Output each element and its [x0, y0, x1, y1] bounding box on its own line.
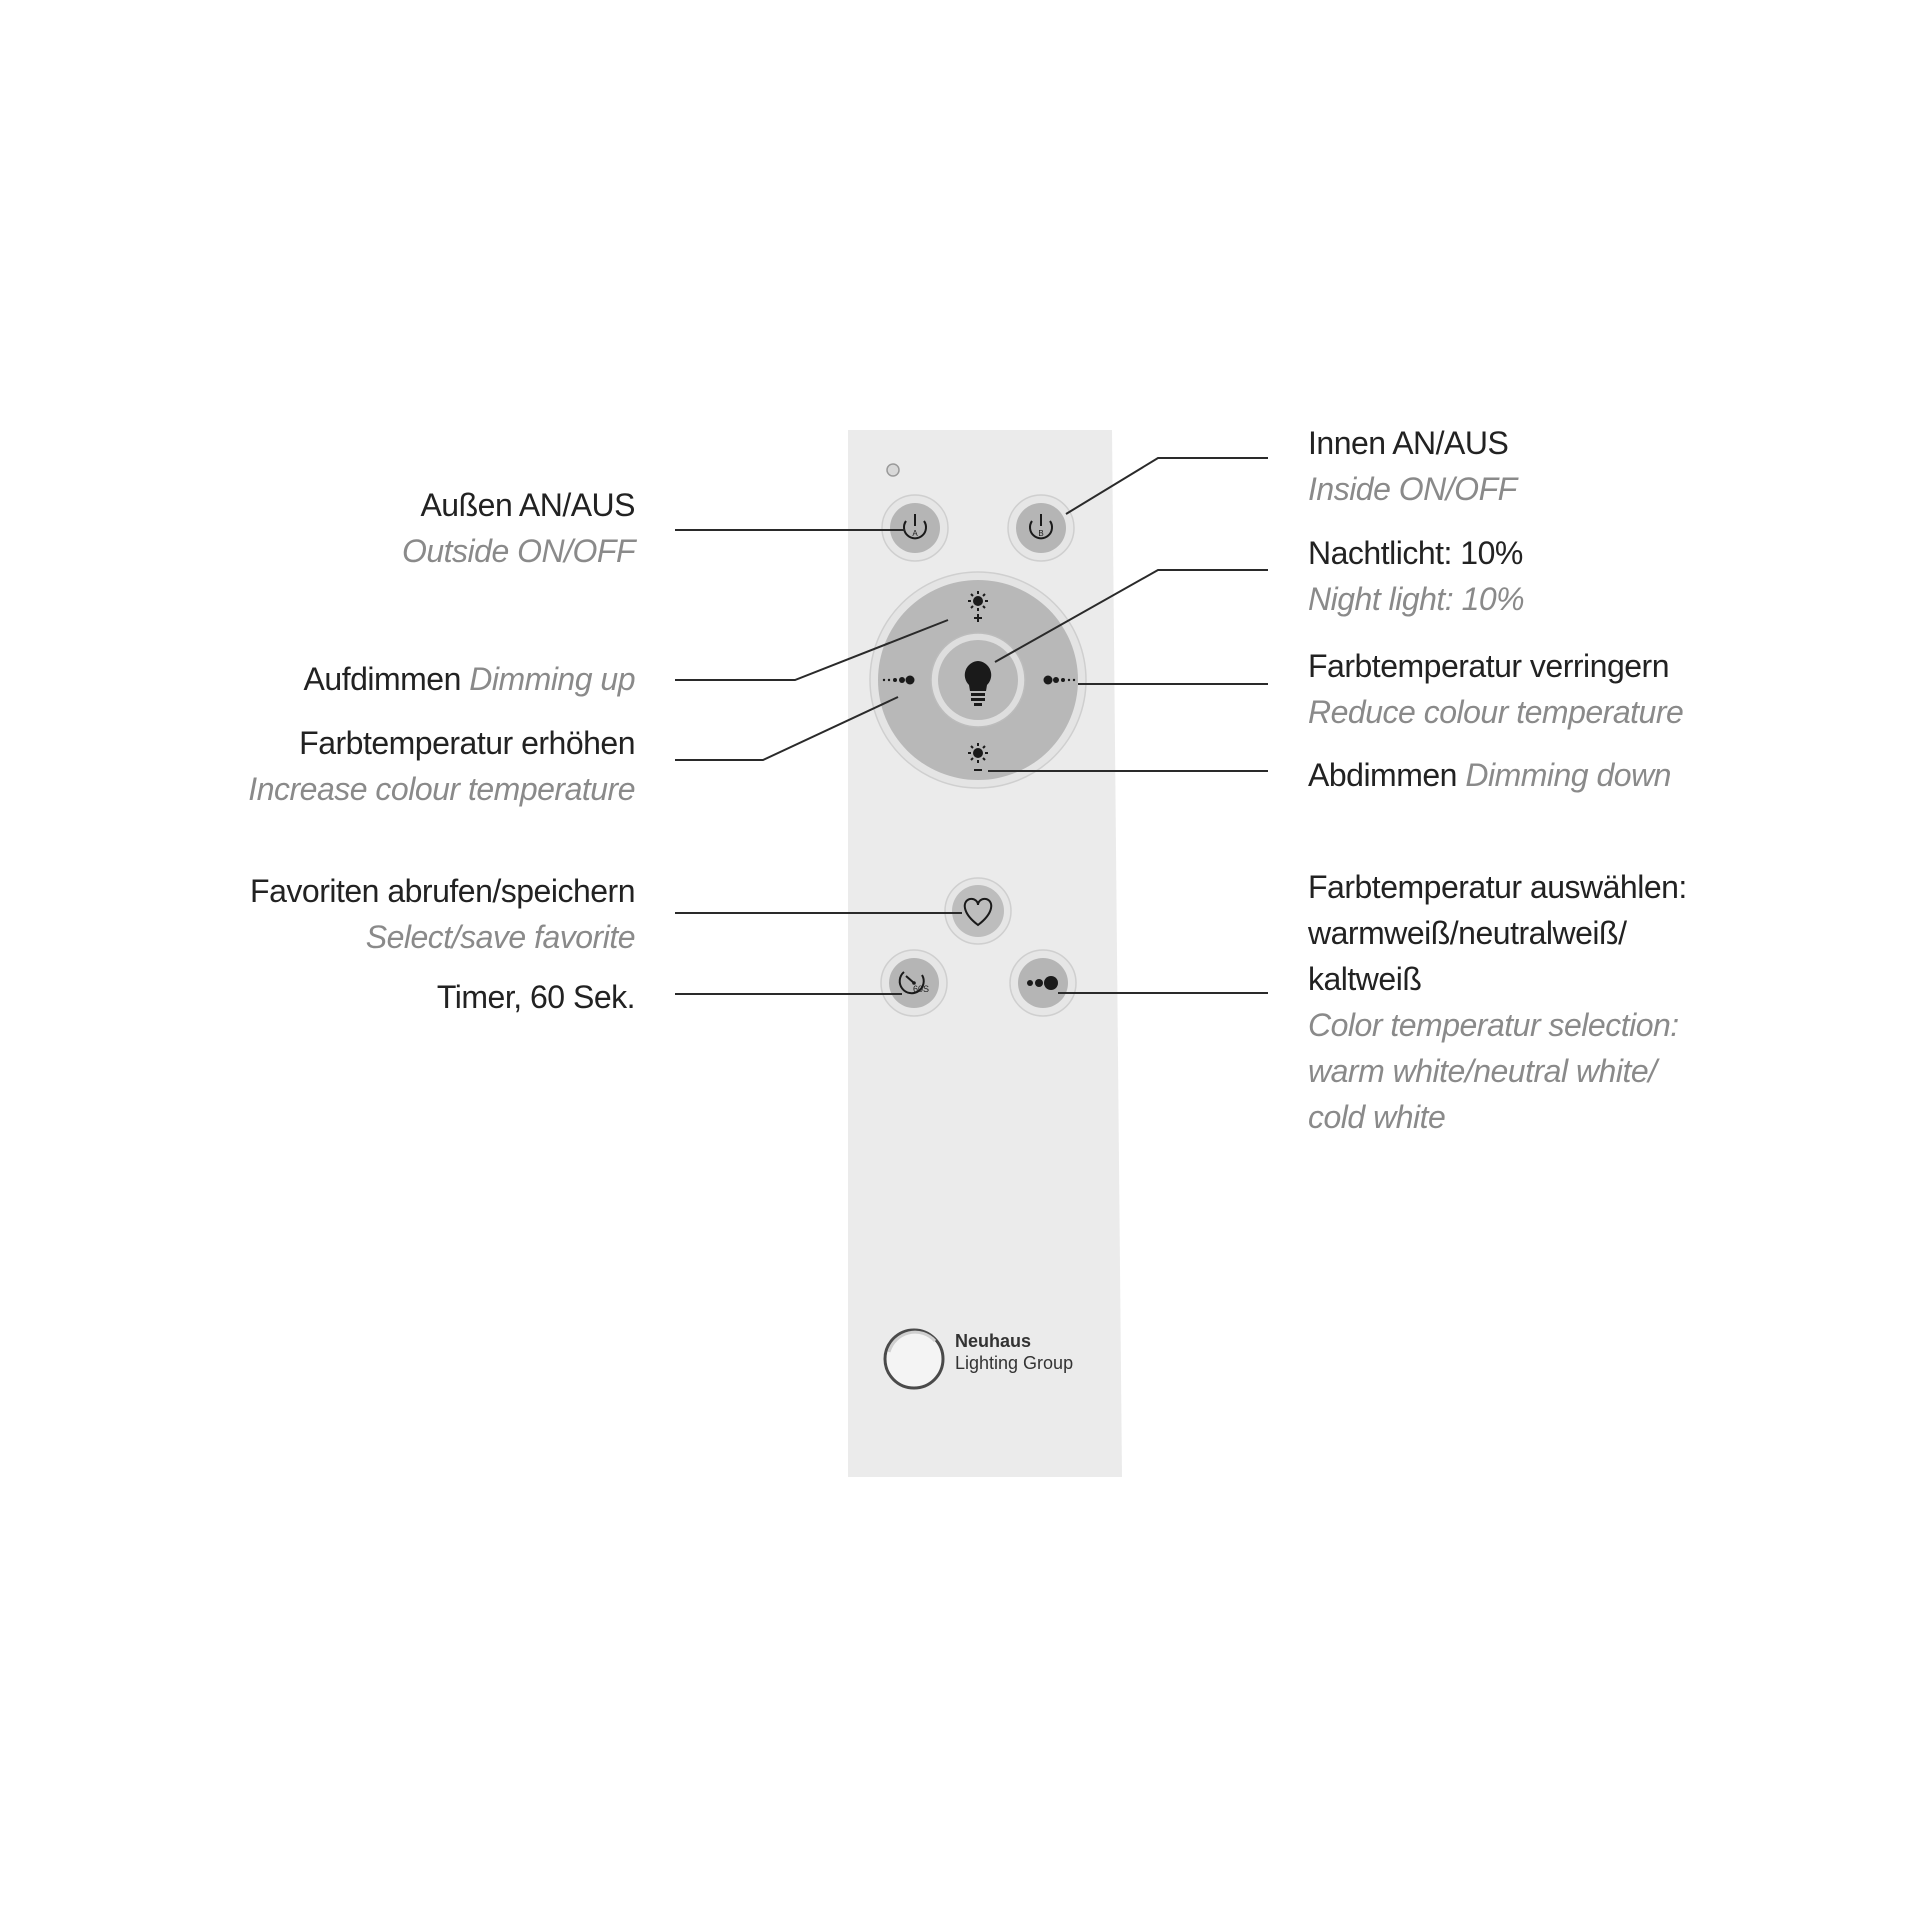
callout-aufdimmen — [304, 656, 635, 702]
brand-line2: Lighting Group — [955, 1353, 1074, 1373]
night-light-button[interactable] — [931, 633, 1025, 727]
callout-farbtemp-erhoehen — [248, 720, 635, 812]
power-a-button[interactable] — [882, 495, 948, 561]
callout-abdimmen-de: Abdimmen — [1308, 757, 1457, 793]
callout-timer — [437, 974, 635, 1020]
callout-favoriten — [250, 868, 635, 960]
timer-label: 60S — [912, 984, 930, 994]
button-a-label: A — [912, 529, 918, 538]
callout-innen — [1308, 420, 1517, 512]
callout-verringern-en: Reduce colour temperature — [1308, 694, 1684, 730]
callout-favoriten-en: Select/save favorite — [365, 919, 635, 955]
callout-aufdimmen-de: Aufdimmen — [303, 661, 461, 697]
brand-line1: Neuhaus — [955, 1331, 1032, 1351]
brand-name — [955, 1330, 1073, 1374]
callout-aufdimmen-en: Dimming up — [469, 661, 635, 697]
callout-nachtlicht-en: Night light: 10% — [1308, 581, 1525, 617]
callout-favoriten-de: Favoriten abrufen/speichern — [250, 873, 635, 909]
callout-innen-de: Innen AN/AUS — [1308, 425, 1509, 461]
callout-auswaehlen-en3: cold white — [1308, 1099, 1446, 1135]
callout-verringern-de: Farbtemperatur verringern — [1308, 648, 1669, 684]
callout-auswaehlen-de3: kaltweiß — [1308, 961, 1422, 997]
favorite-button[interactable] — [945, 878, 1011, 944]
callout-auswaehlen-en1: Color temperatur selection: — [1308, 1007, 1679, 1043]
callout-auswaehlen-en2: warm white/neutral white/ — [1308, 1053, 1657, 1089]
callout-farbtemp-auswaehlen — [1308, 864, 1687, 1140]
callout-auswaehlen-de2: warmweiß/neutralweiß/ — [1308, 915, 1627, 951]
callout-erhoehen-de: Farbtemperatur erhöhen — [299, 725, 635, 761]
callout-timer-de: Timer, 60 Sek. — [436, 979, 635, 1015]
callout-aussen-en: Outside ON/OFF — [401, 533, 635, 569]
callout-aussen-de: Außen AN/AUS — [420, 487, 635, 523]
callout-abdimmen-en: Dimming down — [1465, 757, 1671, 793]
button-b-label: B — [1038, 529, 1044, 538]
callout-farbtemp-verringern — [1308, 643, 1683, 735]
led-indicator — [887, 464, 899, 476]
brand-logo-icon — [885, 1330, 943, 1388]
callout-auswaehlen-de1: Farbtemperatur auswählen: — [1308, 869, 1687, 905]
callout-abdimmen — [1308, 752, 1671, 798]
power-b-button[interactable] — [1008, 495, 1074, 561]
callout-nachtlicht-de: Nachtlicht: 10% — [1308, 535, 1523, 571]
colour-temp-select-button[interactable] — [1010, 950, 1076, 1016]
timer-button[interactable] — [881, 950, 947, 1016]
callout-aussen — [402, 482, 635, 574]
callout-nachtlicht — [1308, 530, 1524, 622]
callout-innen-en: Inside ON/OFF — [1308, 471, 1517, 507]
callout-erhoehen-en: Increase colour temperature — [248, 771, 635, 807]
